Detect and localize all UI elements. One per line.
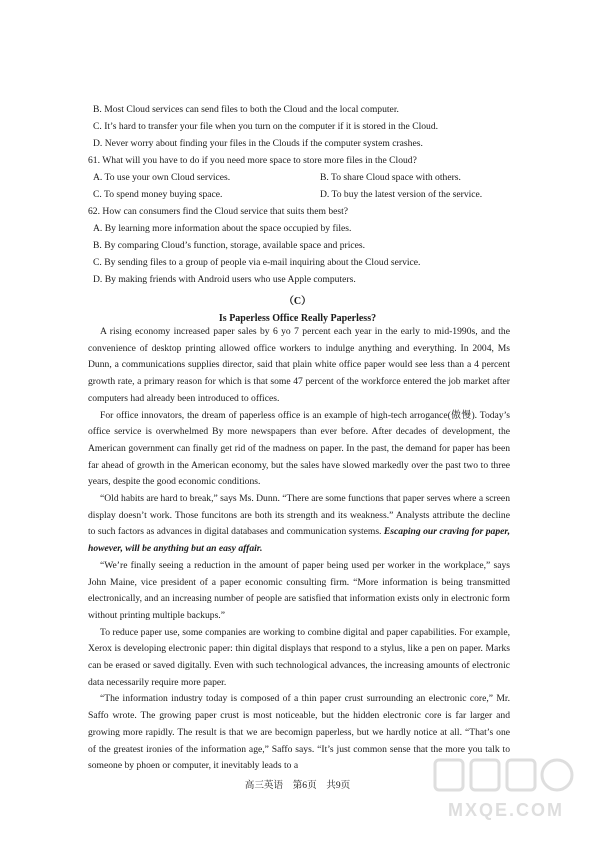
q60-option-b: B. Most Cloud services can send files to both the Cloud and the local computer. bbox=[93, 104, 399, 115]
paragraph-3-text: “Old habits are hard to break,” says Ms. Dunn. “There are some functions that paper serves where a screen display doesn’t work. Those funcitons are both its strength and its weakness.” Analysts attribute the decline to such factors as advances in digital databases and communication systems. bbox=[88, 493, 510, 538]
q61-option-b: B. To share Cloud space with others. bbox=[320, 172, 461, 183]
q60-option-c: C. It’s hard to transfer your file when you turn on the computer if it is stored in the Cloud. bbox=[93, 121, 439, 132]
passage-body bbox=[88, 324, 510, 775]
page-footer: 高三英语 第6页 共9页 bbox=[244, 780, 351, 791]
paragraph-5: To reduce paper use, some companies are working to combine digital and paper capabilities. For example, Xerox is developing electronic paper: thin digital displays that respond to a stylus, like a pen on paper. Marks can be erased or saved digitally. Even with such technological advances, the increasing amounts of electronic data necessarily require more paper. bbox=[88, 626, 510, 688]
q62-option-c: C. By sending files to a group of people via e-mail inquiring about the Cloud service. bbox=[93, 257, 421, 268]
q62-option-d: D. By making friends with Android users who use Apple computers. bbox=[93, 274, 356, 285]
q62-option-b: B. By comparing Cloud’s function, storage, available space and prices. bbox=[93, 240, 366, 251]
section-label: （C） bbox=[283, 296, 312, 307]
paragraph-4: “We’re finally seeing a reduction in the amount of paper being used per worker in the workplace,” says John Maine, vice president of a paper economic consulting firm. “More information is being transmitted electronically, and an increasing number of people are satisfied that information exists only in electronic form without printing multiple backups.” bbox=[88, 559, 510, 621]
q62-option-a: A. By learning more information about the space occupied by files. bbox=[93, 223, 352, 234]
highlighted-sentence: Escaping our craving for paper, however, will be anything but an easy affair. bbox=[88, 526, 510, 555]
paragraph-3 bbox=[88, 491, 510, 558]
q61-option-a: A. To use your own Cloud services. bbox=[93, 172, 231, 183]
q61-option-c: C. To spend money buying space. bbox=[93, 189, 223, 200]
q60-option-d: D. Never worry about finding your files in the Clouds if the computer system crashes. bbox=[93, 138, 423, 149]
paragraph-6: “The information industry today is composed of a thin paper crust surrounding an electronic core,” Mr. Saffo wrote. The growing paper crust is most noticeable, but the hidden electronic core is far larger and growing more rapidly. The result is that we are becomign paperless, but we hardly notice at all. “That’s one of the greatest ironies of the information age,” Saffo says. “It’s just common sense that the more you talk to someone by phoen or computer, it inevitably leads to a bbox=[88, 693, 510, 772]
paragraph-1: A rising economy increased paper sales by 6 yo 7 percent each year in the early to mid-1990s, and the convenience of desktop printing allowed office workers to indulge anything and everything. In 2004, Ms Dunn, a communications supplies director, said that plain white office paper would see less than a 4 percent growth rate, a primary reason for which is that some 47 percent of the workforce entered the job market after computers had already been introduced to offices. bbox=[88, 326, 510, 404]
q62-stem: 62. How can consumers find the Cloud service that suits them best? bbox=[88, 206, 349, 217]
q61-option-d: D. To buy the latest version of the service. bbox=[320, 189, 483, 200]
passage-title: Is Paperless Office Really Paperless? bbox=[218, 313, 377, 324]
paragraph-2: For office innovators, the dream of paperless office is an example of high-tech arrogance(傲慢). Today’s office service is overwhelmed By more newspapers than ever before. After decades of development, the American government can finally get rid of the madness on paper. In the past, the demand for paper has been far ahead of growth in the American economy, but the sales have slowed markedly over the past two to three years, despite the good economic conditions. bbox=[88, 409, 510, 488]
watermark-text: MXQE.COM bbox=[447, 800, 565, 820]
watermark-logo bbox=[431, 756, 581, 824]
q61-stem: 61. What will you have to do if you need more space to store more files in the Cloud? bbox=[88, 155, 417, 166]
